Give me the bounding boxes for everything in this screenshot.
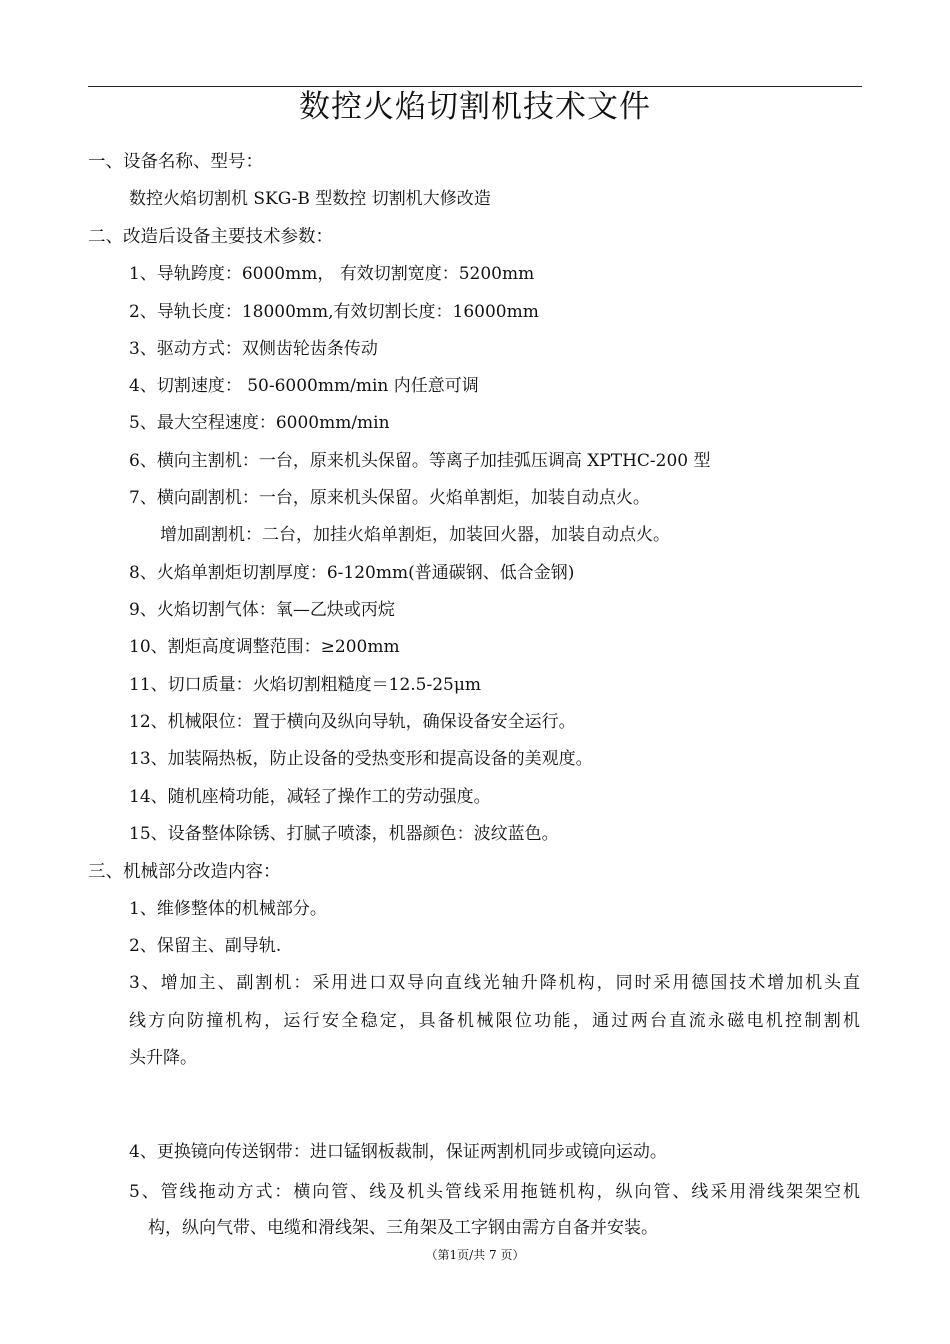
mech-item-5-line-1: 5、管线拖动方式：横向管、线及机头管线采用拖链机构，纵向管、线采用滑线架架空机 bbox=[129, 1182, 860, 1202]
param-item: 14、随机座椅功能，减轻了操作工的劳动强度。 bbox=[129, 787, 491, 807]
mech-item-3-line-1: 3、增加主、副割机：采用进口双导向直线光轴升降机构，同时采用德国技术增加机头直 bbox=[129, 973, 860, 993]
param-item: 3、驱动方式：双侧齿轮齿条传动 bbox=[129, 339, 378, 359]
mech-item-5-line-2: 构，纵向气带、电缆和滑线架、三角架及工字钢由需方自备并安装。 bbox=[148, 1218, 658, 1238]
param-item: 9、火焰切割气体：氧—乙炔或丙烷 bbox=[129, 600, 395, 620]
param-item: 10、割炬高度调整范围：≥200mm bbox=[129, 637, 400, 657]
section-3-heading: 三、机械部分改造内容： bbox=[88, 862, 281, 882]
param-item: 15、设备整体除锈、打腻子喷漆，机器颜色：波纹蓝色。 bbox=[129, 824, 559, 844]
mech-item-3-line-2: 线方向防撞机构，运行安全稳定，具备机械限位功能，通过两台直流永磁电机控制割机 bbox=[129, 1011, 860, 1031]
param-item: 1、导轨跨度：6000mm， 有效切割宽度：5200mm bbox=[129, 264, 535, 284]
param-item: 5、最大空程速度：6000mm/min bbox=[129, 413, 390, 433]
param-item: 增加副割机：二台，加挂火焰单割炬，加装回火器，加装自动点火。 bbox=[160, 525, 670, 545]
param-item: 4、切割速度： 50-6000mm/min 内任意可调 bbox=[129, 376, 479, 396]
mech-item: 1、维修整体的机械部分。 bbox=[129, 899, 327, 919]
document-title: 数控火焰切割机技术文件 bbox=[299, 89, 651, 125]
section-1-heading: 一、设备名称、型号： bbox=[88, 152, 263, 172]
page-footer: （第1页/共 7 页） bbox=[425, 1248, 525, 1262]
param-item: 11、切口质量：火焰切割粗糙度＝12.5-25μm bbox=[129, 675, 482, 695]
param-item: 13、加装隔热板，防止设备的受热变形和提高设备的美观度。 bbox=[129, 749, 593, 769]
param-item: 6、横向主割机：一台，原来机头保留。等离子加挂弧压调高 XPTHC-200 型 bbox=[129, 451, 711, 471]
param-item: 2、导轨长度：18000mm,有效切割长度：16000mm bbox=[129, 302, 539, 322]
mech-item: 4、更换镜向传送钢带：进口锰钢板裁制，保证两割机同步或镜向运动。 bbox=[129, 1142, 667, 1162]
param-item: 7、横向副割机：一台，原来机头保留。火焰单割炬，加装自动点火。 bbox=[129, 488, 650, 508]
section-2-heading: 二、改造后设备主要技术参数： bbox=[88, 227, 333, 247]
mech-item-3-line-3: 头升降。 bbox=[129, 1048, 197, 1068]
mech-item: 2、保留主、副导轨. bbox=[129, 936, 282, 956]
equipment-name-text: 数控火焰切割机 SKG-B 型数控 切割机大修改造 bbox=[129, 189, 491, 209]
param-item: 8、火焰单割炬切割厚度：6-120mm(普通碳钢、低合金钢) bbox=[129, 563, 575, 583]
param-item: 12、机械限位：置于横向及纵向导轨，确保设备安全运行。 bbox=[129, 712, 576, 732]
